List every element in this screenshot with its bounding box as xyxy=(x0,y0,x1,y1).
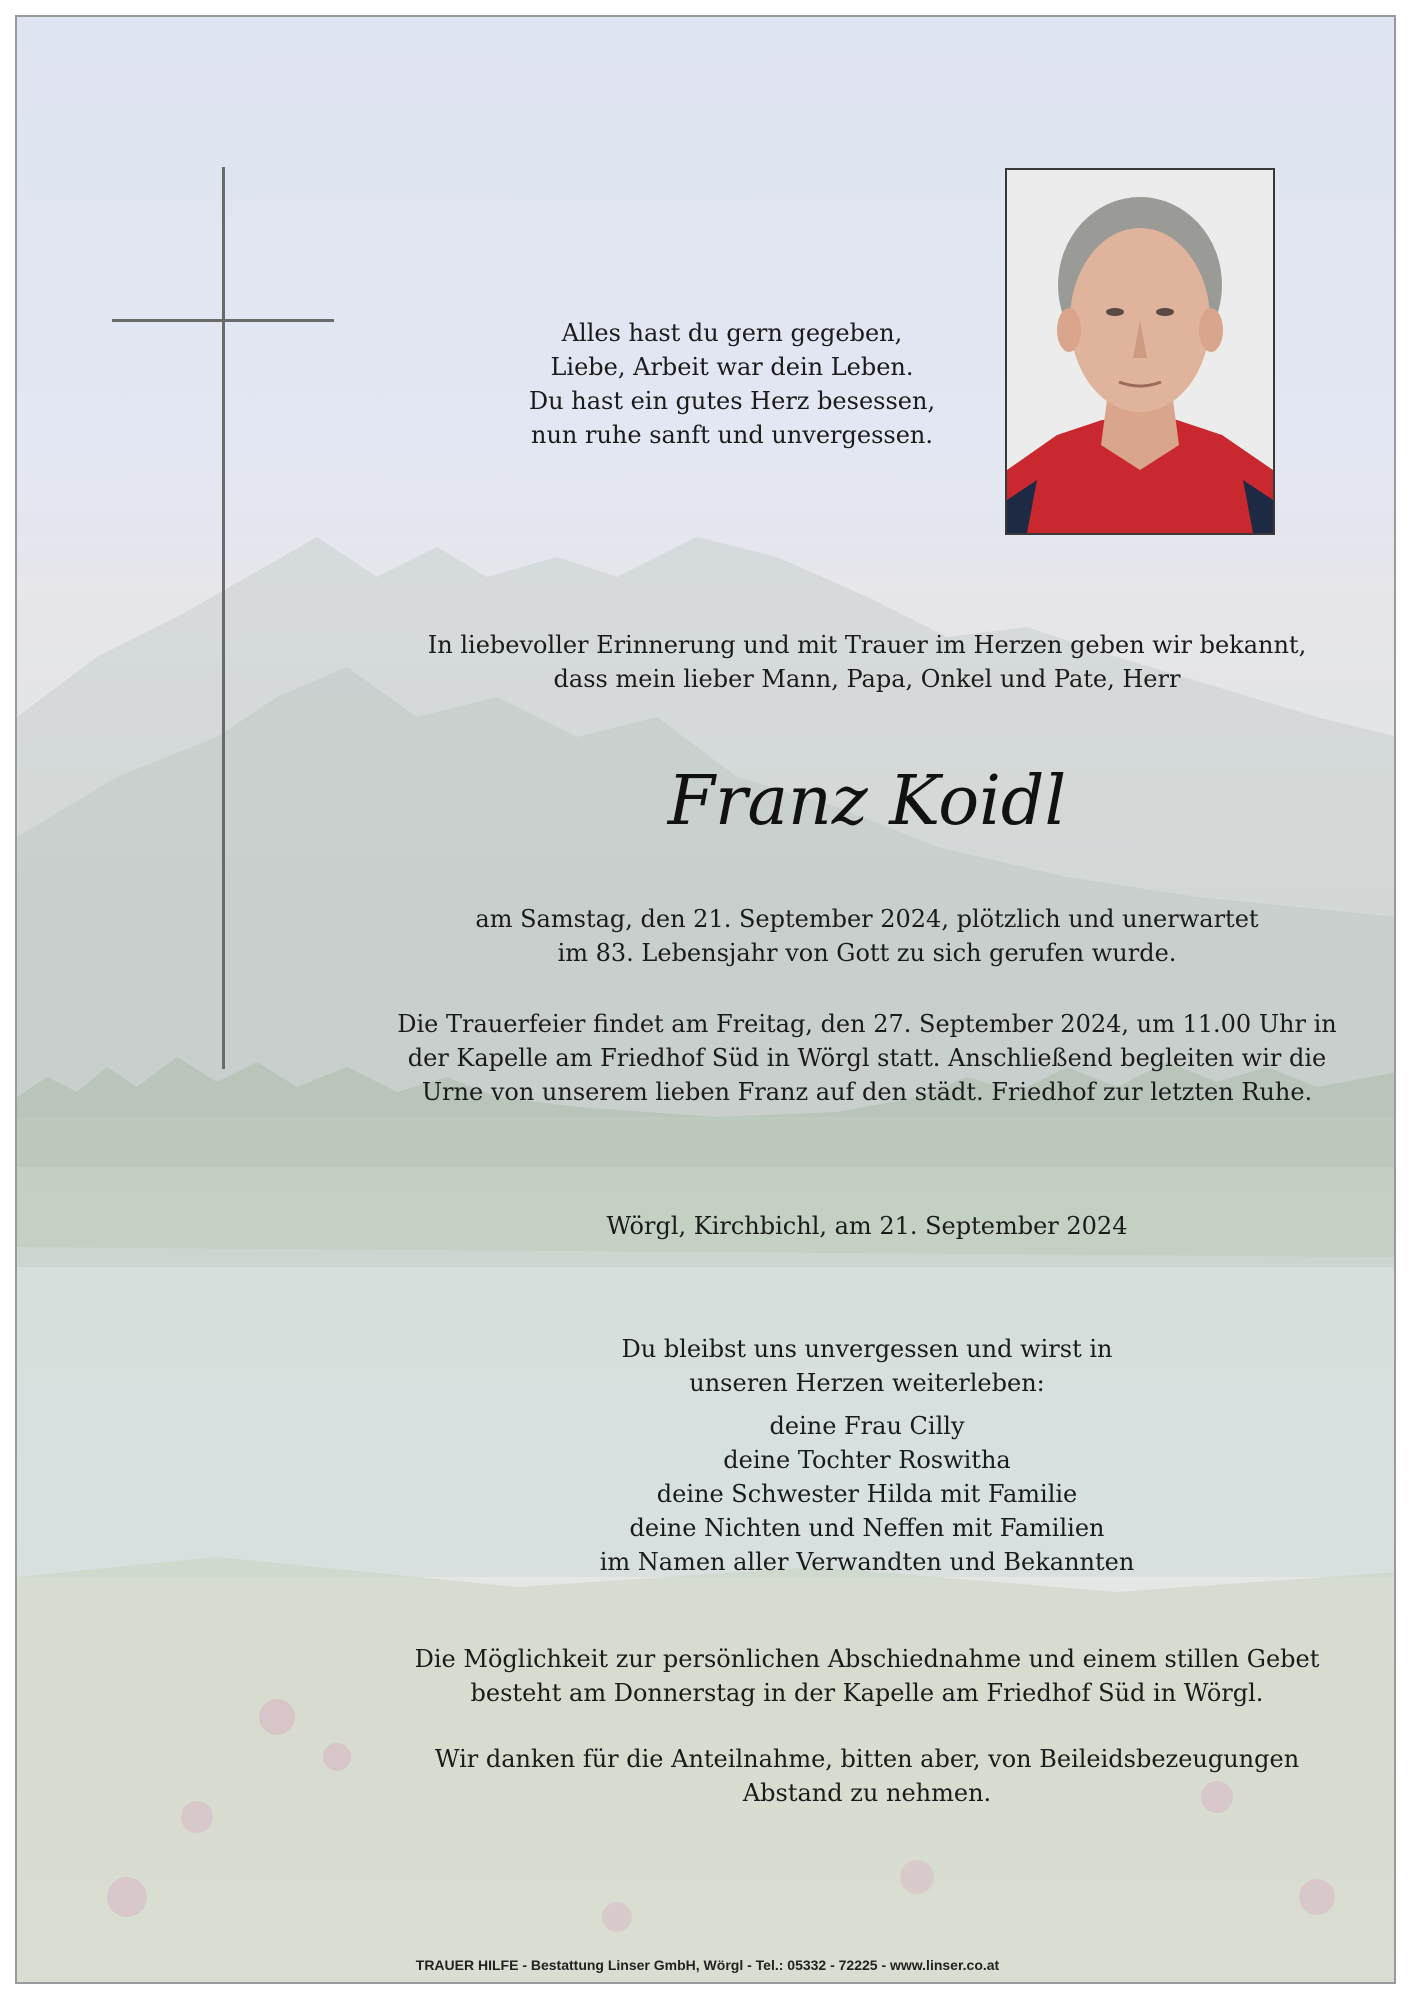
intro-line: In liebevoller Erinnerung und mit Trauer im Herzen geben wir bekannt, xyxy=(427,631,1307,659)
verse-line: Du hast ein gutes Herz besessen, xyxy=(528,387,936,415)
verse-line: Alles hast du gern gegeben, xyxy=(561,319,903,347)
deceased-name: Franz Koidl xyxy=(667,762,1067,841)
funeral-home-footer: TRAUER HILFE - Bestattung Linser GmbH, Wörgl - Tel.: 05332 - 72225 - www.linser.co.at xyxy=(415,1957,1000,1973)
announcement-intro xyxy=(347,628,1387,696)
thanks-line: Wir danken für die Anteilnahme, bitten aber, von Beileidsbezeugungen xyxy=(434,1745,1300,1773)
remember-line: unseren Herzen weiterleben: xyxy=(689,1369,1045,1397)
intro-line: dass mein lieber Mann, Papa, Onkel und Pate, Herr xyxy=(553,665,1181,693)
death-line: im 83. Lebensjahr von Gott zu sich gerufen wurde. xyxy=(557,939,1177,967)
remember-line: Du bleibst uns unvergessen und wirst in xyxy=(621,1335,1113,1363)
thanks-note xyxy=(347,1742,1387,1810)
mourner-item: deine Frau Cilly xyxy=(769,1412,965,1440)
mourners-list xyxy=(347,1409,1387,1579)
remembrance-text xyxy=(347,1332,1387,1400)
funeral-line: Urne von unserem lieben Franz auf den städt. Friedhof zur letzten Ruhe. xyxy=(421,1078,1313,1106)
cross-icon-bar xyxy=(112,319,334,322)
mourner-item: deine Schwester Hilda mit Familie xyxy=(656,1480,1078,1508)
mourner-item: im Namen aller Verwandten und Bekannten xyxy=(599,1548,1135,1576)
mourner-item: deine Tochter Roswitha xyxy=(723,1446,1011,1474)
memorial-verse xyxy=(347,316,1117,452)
obituary-card xyxy=(15,15,1396,1984)
thanks-line: Abstand zu nehmen. xyxy=(742,1779,992,1807)
cross-icon xyxy=(222,167,225,1069)
farewell-info xyxy=(347,1642,1387,1710)
mourner-item: deine Nichten und Neffen mit Familien xyxy=(629,1514,1105,1542)
farewell-line: besteht am Donnerstag in der Kapelle am Friedhof Süd in Wörgl. xyxy=(470,1679,1264,1707)
funeral-line: Die Trauerfeier findet am Freitag, den 27. September 2024, um 11.00 Uhr in xyxy=(397,1010,1337,1038)
verse-line: nun ruhe sanft und unvergessen. xyxy=(531,421,933,449)
place-date: Wörgl, Kirchbichl, am 21. September 2024 xyxy=(606,1212,1128,1240)
death-notice xyxy=(347,902,1387,970)
death-line: am Samstag, den 21. September 2024, plötzlich und unerwartet xyxy=(475,905,1259,933)
farewell-line: Die Möglichkeit zur persönlichen Abschiednahme und einem stillen Gebet xyxy=(414,1645,1320,1673)
funeral-details xyxy=(347,1007,1387,1109)
verse-line: Liebe, Arbeit war dein Leben. xyxy=(550,353,914,381)
funeral-line: der Kapelle am Friedhof Süd in Wörgl statt. Anschließend begleiten wir die xyxy=(407,1044,1327,1072)
